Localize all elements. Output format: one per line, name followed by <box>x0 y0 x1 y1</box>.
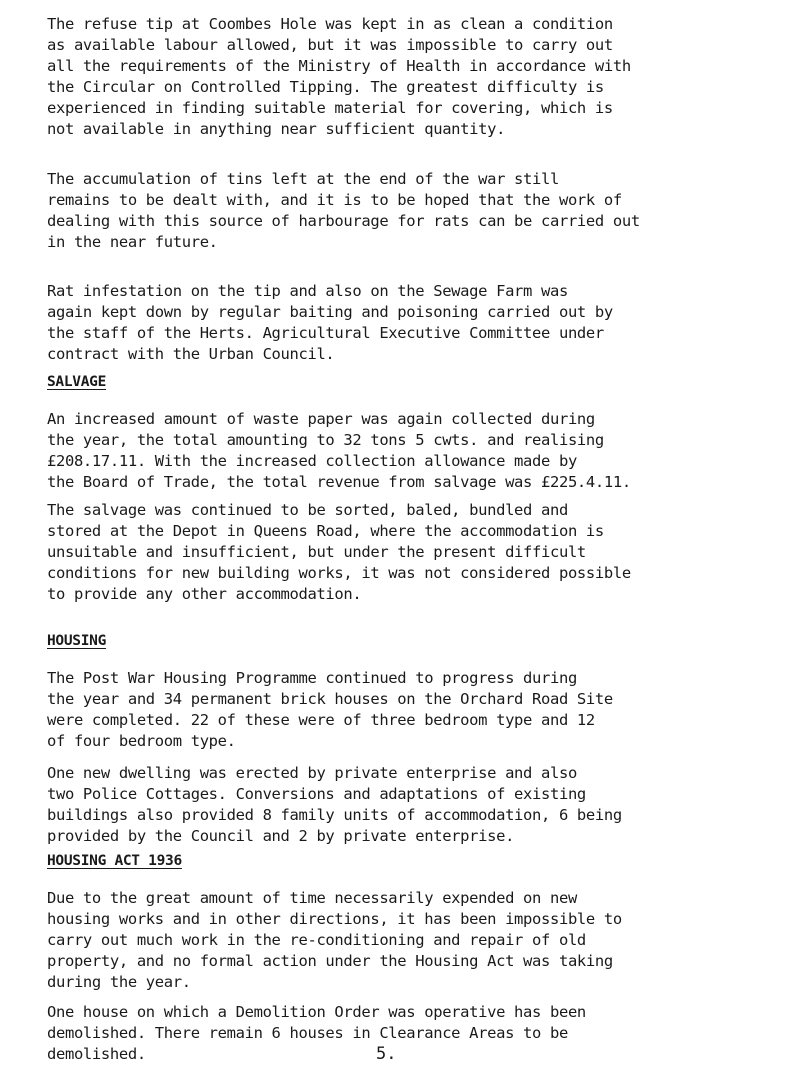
text-line: the Board of Trade, the total revenue from salvage was £225.4.11. <box>47 473 631 491</box>
salvage-paragraph-1 <box>47 409 777 493</box>
text-line: One new dwelling was erected by private enterprise and also <box>47 764 577 782</box>
text-line: again kept down by regular baiting and poisoning carried out by <box>47 303 613 321</box>
text-line: remains to be dealt with, and it is to be hoped that the work of <box>47 191 622 209</box>
text-line: housing works and in other directions, it has been impossible to <box>47 910 622 928</box>
text-line: to provide any other accommodation. <box>47 585 362 603</box>
rat-infestation-paragraph <box>47 281 777 365</box>
text-line: the year, the total amounting to 32 tons 5 cwts. and realising <box>47 431 604 449</box>
housing-heading: HOUSING <box>47 633 107 649</box>
text-line: stored at the Depot in Queens Road, where the accommodation is <box>47 522 604 540</box>
text-line: the Circular on Controlled Tipping. The greatest difficulty is <box>47 78 604 96</box>
text-line: all the requirements of the Ministry of Health in accordance with <box>47 57 631 75</box>
text-line: the staff of the Herts. Agricultural Executive Committee under <box>47 324 604 342</box>
text-line: of four bedroom type. <box>47 732 236 750</box>
text-line: The refuse tip at Coombes Hole was kept in as clean a condition <box>47 15 613 33</box>
text-line: the year and 34 permanent brick houses on the Orchard Road Site <box>47 690 613 708</box>
text-line: Due to the great amount of time necessarily expended on new <box>47 889 577 907</box>
text-line: in the near future. <box>47 233 218 251</box>
text-line: The Post War Housing Programme continued to progress during <box>47 669 577 687</box>
text-line: carry out much work in the re-conditioning and repair of old <box>47 931 586 949</box>
text-line: unsuitable and insufficient, but under the present difficult <box>47 543 586 561</box>
text-line: demolished. There remain 6 houses in Clearance Areas to be <box>47 1024 568 1042</box>
housing-act-paragraph-1 <box>47 888 777 993</box>
refuse-tip-paragraph <box>47 14 777 140</box>
text-line: two Police Cottages. Conversions and adaptations of existing <box>47 785 586 803</box>
text-line: experienced in finding suitable material for covering, which is <box>47 99 613 117</box>
text-line: An increased amount of waste paper was again collected during <box>47 410 595 428</box>
text-line: One house on which a Demolition Order was operative has been <box>47 1003 586 1021</box>
text-line: not available in anything near sufficient quantity. <box>47 120 506 138</box>
text-line: provided by the Council and 2 by private enterprise. <box>47 827 515 845</box>
text-line: conditions for new building works, it was not considered possible <box>47 564 631 582</box>
housing-paragraph-2 <box>47 763 777 847</box>
text-line: contract with the Urban Council. <box>47 345 335 363</box>
text-line: during the year. <box>47 973 191 991</box>
text-line: buildings also provided 8 family units of accommodation, 6 being <box>47 806 622 824</box>
tins-paragraph <box>47 169 777 253</box>
text-line: The salvage was continued to be sorted, baled, bundled and <box>47 501 568 519</box>
text-line: property, and no formal action under the Housing Act was taking <box>47 952 613 970</box>
housing-paragraph-1 <box>47 668 777 752</box>
text-line: were completed. 22 of these were of three bedroom type and 12 <box>47 711 595 729</box>
salvage-paragraph-2 <box>47 500 777 605</box>
text-line: dealing with this source of harbourage for rats can be carried out <box>47 212 640 230</box>
page-number: 5. <box>376 1044 397 1064</box>
text-line: £208.17.11. With the increased collection allowance made by <box>47 452 577 470</box>
text-line: demolished. <box>47 1045 146 1063</box>
text-line: The accumulation of tins left at the end of the war still <box>47 170 559 188</box>
salvage-heading: SALVAGE <box>47 374 107 390</box>
housing-act-heading: HOUSING ACT 1936 <box>47 853 182 869</box>
text-line: as available labour allowed, but it was impossible to carry out <box>47 36 613 54</box>
demolition-paragraph <box>47 1002 777 1065</box>
text-line: Rat infestation on the tip and also on the Sewage Farm was <box>47 282 568 300</box>
